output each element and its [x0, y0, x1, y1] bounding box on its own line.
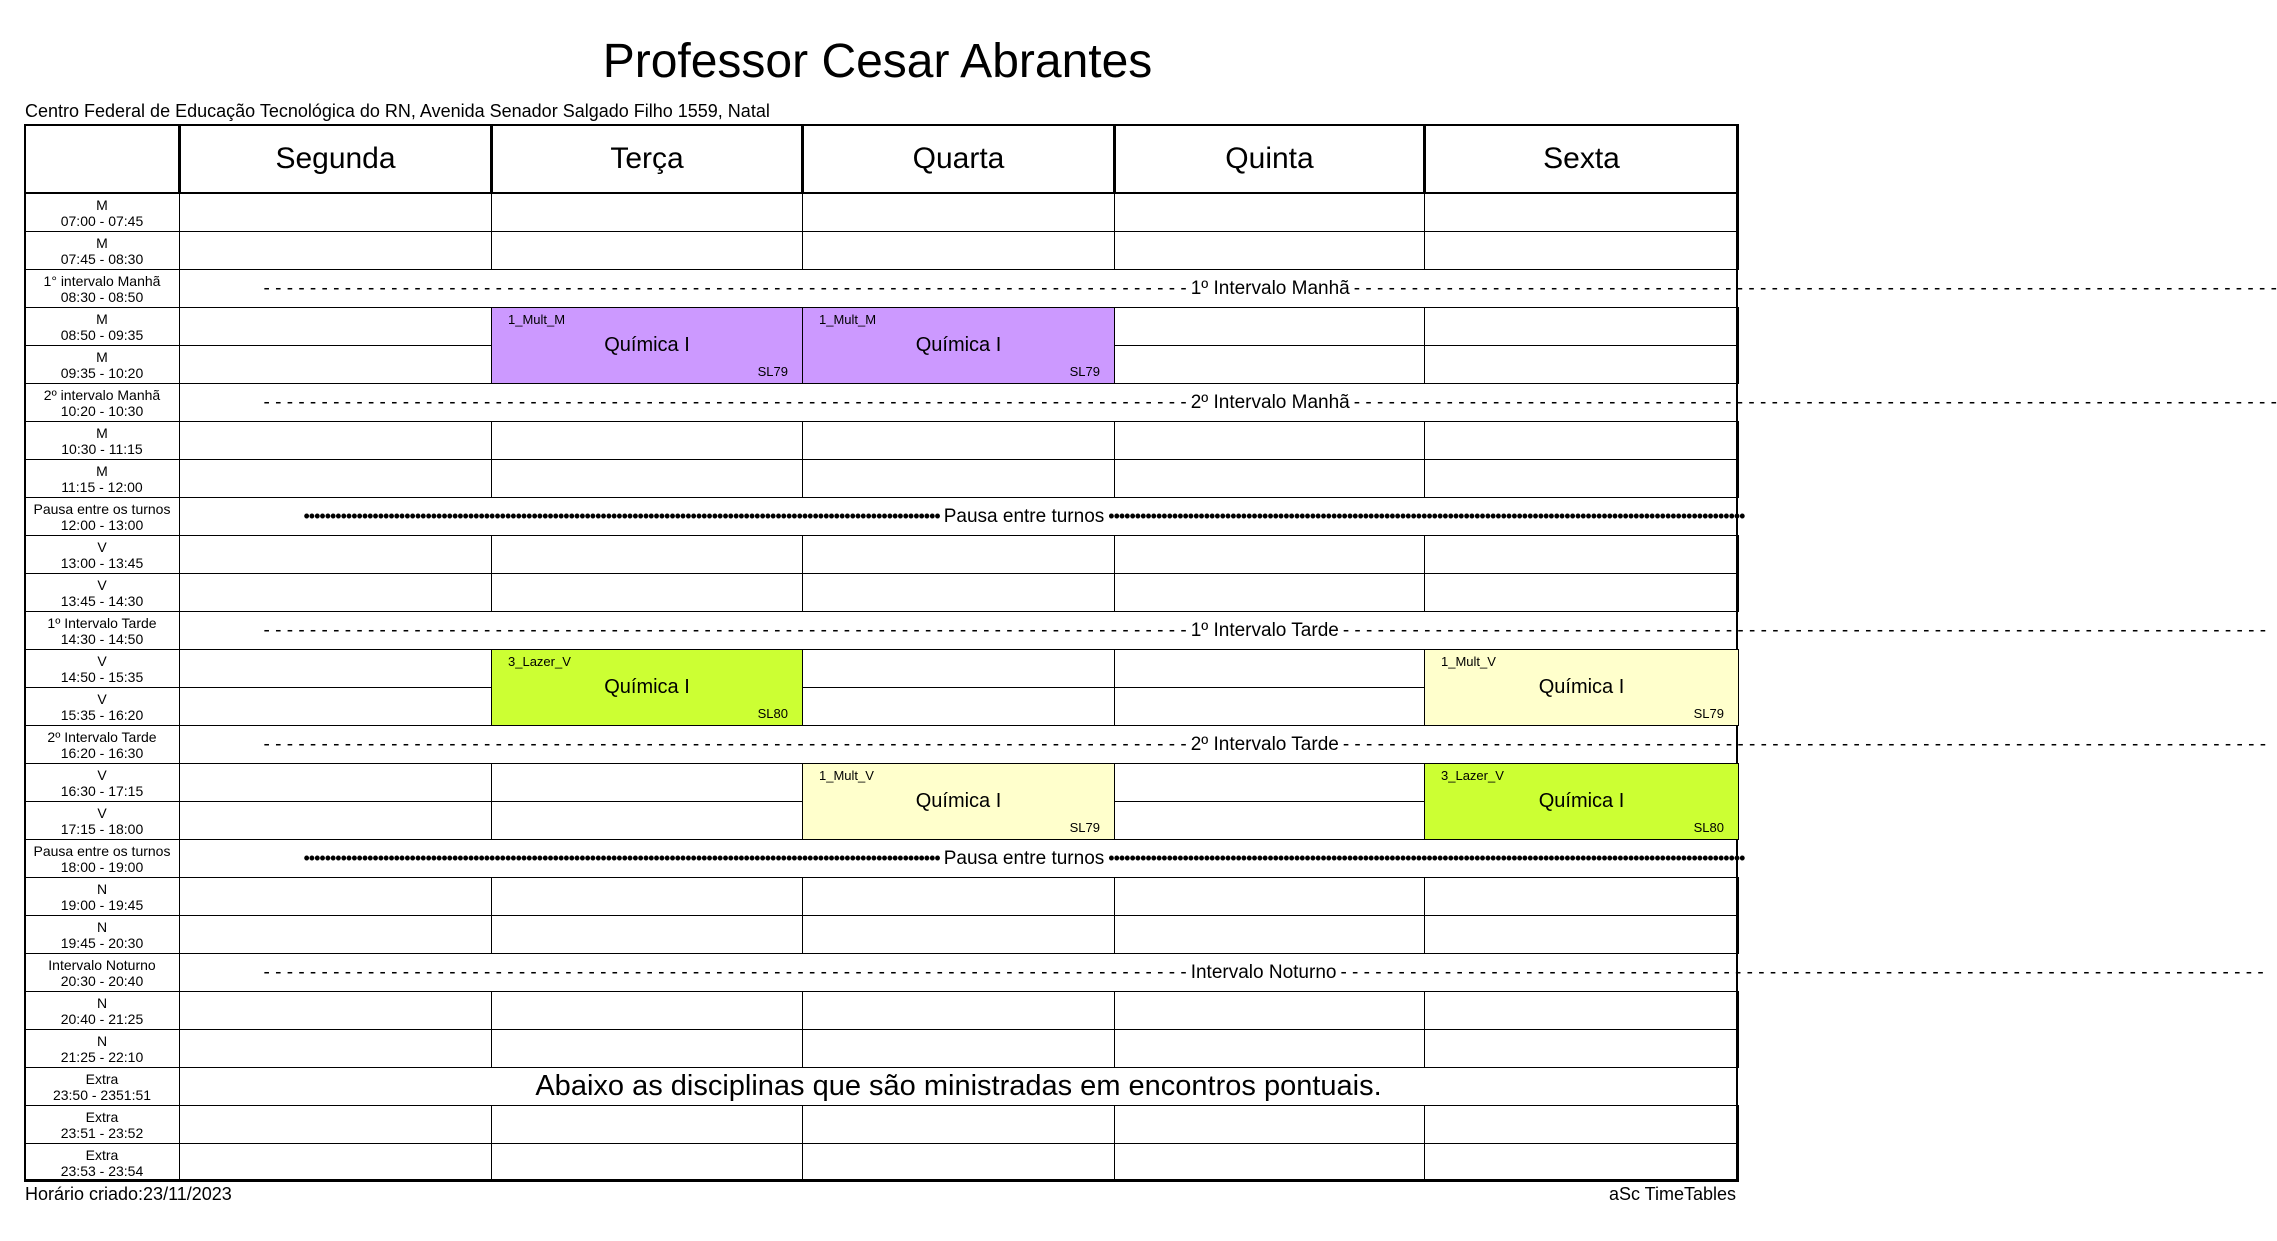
period-header: [24, 1029, 180, 1068]
period-time: 07:00 - 07:45: [60, 212, 144, 229]
lesson-class: 1_Mult_M: [819, 312, 877, 327]
lesson-room: SL80: [757, 706, 788, 721]
period-label: Pausa entre os turnos: [33, 842, 171, 859]
empty-slot: [1424, 1029, 1739, 1068]
period-label: V: [97, 804, 107, 821]
band-filler: - - - - - - - - - - - - - - - - - - - - - - - - - - - - - - - - - - - - - - - - - - - - - - - - - - - - - - - - - - - - - - - - - - - - - - - - - - - - - - - -: [263, 619, 1187, 641]
period-time: 08:50 - 09:35: [60, 326, 144, 343]
band-label: Pausa entre turnos: [943, 505, 1105, 527]
period-time: 09:35 - 10:20: [60, 364, 144, 381]
band-label: 2º Intervalo Tarde: [1190, 733, 1339, 755]
period-time: 10:30 - 11:15: [61, 440, 143, 457]
empty-slot: [802, 1105, 1115, 1144]
empty-slot: [491, 991, 803, 1030]
period-header: [24, 307, 180, 346]
empty-slot: [1114, 307, 1425, 346]
lesson-card[interactable]: [491, 307, 803, 384]
period-header: [24, 1067, 180, 1106]
empty-slot: [1424, 535, 1739, 574]
period-header: [24, 1105, 180, 1144]
empty-slot: [802, 535, 1115, 574]
created-date: Horário criado:23/11/2023: [25, 1184, 232, 1204]
lesson-subject: Química I: [604, 334, 690, 356]
empty-slot: [802, 877, 1115, 916]
period-label: 2º intervalo Manhã: [43, 386, 161, 403]
empty-slot: [802, 193, 1115, 232]
period-label: V: [97, 690, 107, 707]
period-time: 07:45 - 08:30: [60, 250, 144, 267]
period-label: 2º Intervalo Tarde: [47, 728, 157, 745]
lesson-room: SL79: [1069, 364, 1100, 379]
period-time: 23:51 - 23:52: [60, 1124, 144, 1141]
empty-slot: [1114, 1105, 1425, 1144]
lesson-card[interactable]: [1424, 763, 1739, 840]
period-label: M: [96, 234, 108, 251]
empty-slot: [491, 1143, 803, 1182]
empty-slot: [179, 687, 492, 726]
period-label: N: [96, 880, 108, 897]
day-header-3: Quinta: [1114, 124, 1425, 194]
empty-slot: [491, 459, 803, 498]
period-label: V: [97, 576, 107, 593]
lesson-subject: Química I: [604, 676, 690, 698]
period-header: [24, 1143, 180, 1182]
school-address: Centro Federal de Educação Tecnológica do RN, Avenida Senador Salgado Filho 1559, Natal: [25, 101, 770, 121]
period-header: [24, 459, 180, 498]
period-header: [24, 421, 180, 460]
empty-slot: [1424, 1105, 1739, 1144]
empty-slot: [1114, 801, 1425, 840]
empty-slot: [1114, 535, 1425, 574]
band-filler: ••••••••••••••••••••••••••••••••••••••••••••••••••••••••••••••••••••••••••••••••••••••••••••••••••••••••••••••••••••••••: [303, 848, 940, 868]
empty-slot: [1114, 1029, 1425, 1068]
period-time: 14:50 - 15:35: [60, 668, 144, 685]
empty-slot: [802, 1029, 1115, 1068]
empty-slot: [802, 687, 1115, 726]
empty-slot: [1424, 573, 1739, 612]
empty-slot: [179, 801, 492, 840]
empty-slot: [179, 421, 492, 460]
empty-slot: [1424, 877, 1739, 916]
empty-slot: [1114, 231, 1425, 270]
band-filler: ••••••••••••••••••••••••••••••••••••••••••••••••••••••••••••••••••••••••••••••••••••••••••••••••••••••••••••••••••••••••: [303, 506, 940, 526]
band-label: Intervalo Noturno: [1190, 961, 1337, 983]
period-time: 08:30 - 08:50: [60, 288, 144, 305]
period-header: [24, 269, 180, 308]
empty-slot: [491, 877, 803, 916]
lesson-room: SL80: [1693, 820, 1724, 835]
interval-band: [179, 725, 2267, 764]
page-title: Professor Cesar Abrantes: [602, 35, 1153, 88]
empty-slot: [491, 1105, 803, 1144]
empty-slot: [1114, 877, 1425, 916]
period-header: [24, 725, 180, 764]
shift-break-band: [179, 497, 1745, 536]
period-time: 21:25 - 22:10: [60, 1048, 144, 1065]
band-filler: ••••••••••••••••••••••••••••••••••••••••••••••••••••••••••••••••••••••••••••••••••••••••••••••••••••••••••••••••••••••••: [1108, 848, 1745, 868]
empty-slot: [802, 649, 1115, 688]
empty-slot: [1424, 459, 1739, 498]
empty-slot: [491, 763, 803, 802]
period-header: [24, 991, 180, 1030]
empty-slot: [1424, 421, 1739, 460]
empty-slot: [491, 801, 803, 840]
empty-slot: [802, 231, 1115, 270]
empty-slot: [1114, 573, 1425, 612]
period-time: 20:40 - 21:25: [60, 1010, 144, 1027]
band-filler: - - - - - - - - - - - - - - - - - - - - - - - - - - - - - - - - - - - - - - - - - - - - - - - - - - - - - - - - - - - - - - - - - - - - - - - - - - - - - - - -: [1353, 391, 2277, 413]
day-header-2: Quarta: [802, 124, 1115, 194]
empty-slot: [1114, 763, 1425, 802]
empty-slot: [491, 915, 803, 954]
band-label: 1º Intervalo Tarde: [1190, 619, 1339, 641]
period-header: [24, 877, 180, 916]
empty-slot: [802, 915, 1115, 954]
period-time: 20:30 - 20:40: [60, 972, 144, 989]
shift-break-band: [179, 839, 1745, 878]
period-header: [24, 573, 180, 612]
empty-slot: [179, 231, 492, 270]
period-time: 12:00 - 13:00: [60, 516, 144, 533]
band-label: 1º Intervalo Manhã: [1190, 277, 1350, 299]
empty-slot: [179, 1029, 492, 1068]
period-time: 17:15 - 18:00: [60, 820, 144, 837]
lesson-subject: Química I: [915, 790, 1002, 812]
period-label: M: [96, 348, 108, 365]
empty-slot: [491, 421, 803, 460]
lesson-subject: Química I: [915, 334, 1002, 356]
period-header: [24, 839, 180, 878]
empty-slot: [1114, 915, 1425, 954]
band-filler: - - - - - - - - - - - - - - - - - - - - - - - - - - - - - - - - - - - - - - - - - - - - - - - - - - - - - - - - - - - - - - - - - - - - - - - - - - - - - - - -: [1342, 733, 2267, 755]
period-label: M: [96, 424, 108, 441]
lesson-class: 3_Lazer_V: [508, 654, 571, 669]
empty-slot: [179, 535, 492, 574]
period-label: 1° intervalo Manhã: [43, 272, 161, 289]
lesson-class: 3_Lazer_V: [1441, 768, 1504, 783]
period-header: [24, 953, 180, 992]
empty-slot: [802, 1143, 1115, 1182]
lesson-card[interactable]: [491, 649, 803, 726]
empty-slot: [802, 421, 1115, 460]
empty-slot: [179, 915, 492, 954]
empty-slot: [1424, 345, 1739, 384]
interval-band: [179, 269, 2277, 308]
lesson-room: SL79: [1693, 706, 1724, 721]
period-time: 23:50 - 2351:51: [52, 1086, 152, 1103]
period-time: 19:45 - 20:30: [60, 934, 144, 951]
band-filler: - - - - - - - - - - - - - - - - - - - - - - - - - - - - - - - - - - - - - - - - - - - - - - - - - - - - - - - - - - - - - - - - - - - - - - - - - - - - - - - -: [1342, 619, 2267, 641]
empty-slot: [1114, 687, 1425, 726]
period-label: N: [96, 918, 108, 935]
period-header: [24, 801, 180, 840]
empty-slot: [1424, 193, 1739, 232]
empty-slot: [802, 573, 1115, 612]
empty-slot: [179, 649, 492, 688]
period-header: [24, 611, 180, 650]
period-label: Extra: [85, 1108, 119, 1125]
period-time: 18:00 - 19:00: [60, 858, 144, 875]
period-time: 13:45 - 14:30: [60, 592, 144, 609]
period-label: V: [97, 652, 107, 669]
empty-slot: [179, 573, 492, 612]
period-header: [24, 231, 180, 270]
period-header: [24, 687, 180, 726]
period-label: Extra: [85, 1146, 119, 1163]
empty-slot: [491, 1029, 803, 1068]
lesson-class: 1_Mult_V: [1441, 654, 1496, 669]
band-filler: - - - - - - - - - - - - - - - - - - - - - - - - - - - - - - - - - - - - - - - - - - - - - - - - - - - - - - - - - - - - - - - - - - - - - - - - - - - - - - - -: [1353, 277, 2277, 299]
empty-slot: [179, 345, 492, 384]
empty-slot: [491, 231, 803, 270]
band-filler: - - - - - - - - - - - - - - - - - - - - - - - - - - - - - - - - - - - - - - - - - - - - - - - - - - - - - - - - - - - - - - - - - - - - - - - - - - - - - - - -: [263, 391, 1187, 413]
empty-slot: [179, 763, 492, 802]
band-label: Pausa entre turnos: [943, 847, 1105, 869]
empty-slot: [179, 307, 492, 346]
band-filler: ••••••••••••••••••••••••••••••••••••••••••••••••••••••••••••••••••••••••••••••••••••••••••••••••••••••••••••••••••••••••: [1108, 506, 1745, 526]
lesson-card[interactable]: [1424, 649, 1739, 726]
empty-slot: [1424, 307, 1739, 346]
period-label: Extra: [85, 1070, 119, 1087]
empty-slot: [179, 991, 492, 1030]
empty-slot: [491, 193, 803, 232]
extra-note: Abaixo as disciplinas que são ministradas em encontros pontuais.: [179, 1067, 1738, 1106]
period-time: 15:35 - 16:20: [60, 706, 144, 723]
period-header: [24, 915, 180, 954]
empty-slot: [1424, 991, 1739, 1030]
lesson-subject: Química I: [1538, 790, 1625, 812]
day-header-1: Terça: [491, 124, 803, 194]
period-label: V: [97, 538, 107, 555]
period-time: 16:30 - 17:15: [60, 782, 144, 799]
empty-slot: [179, 1143, 492, 1182]
period-time: 16:20 - 16:30: [60, 744, 144, 761]
empty-slot: [1114, 1143, 1425, 1182]
lesson-class: 1_Mult_V: [819, 768, 874, 783]
empty-slot: [179, 1105, 492, 1144]
period-label: V: [97, 766, 107, 783]
period-header: [24, 193, 180, 232]
period-time: 23:53 - 23:54: [60, 1162, 144, 1179]
period-header: [24, 497, 180, 536]
empty-slot: [179, 877, 492, 916]
period-time: 14:30 - 14:50: [60, 630, 144, 647]
period-header: [24, 649, 180, 688]
empty-slot: [1424, 915, 1739, 954]
empty-slot: [802, 459, 1115, 498]
lesson-card[interactable]: [802, 763, 1115, 840]
period-time: 10:20 - 10:30: [60, 402, 144, 419]
period-header: [24, 345, 180, 384]
band-label: 2º Intervalo Manhã: [1190, 391, 1350, 413]
period-time: 11:15 - 12:00: [61, 478, 143, 495]
empty-slot: [491, 535, 803, 574]
period-label: Pausa entre os turnos: [33, 500, 171, 517]
empty-slot: [1114, 421, 1425, 460]
period-header: [24, 535, 180, 574]
period-label: M: [96, 462, 108, 479]
period-header: [24, 383, 180, 422]
band-filler: - - - - - - - - - - - - - - - - - - - - - - - - - - - - - - - - - - - - - - - - - - - - - - - - - - - - - - - - - - - - - - - - - - - - - - - - - - - - - - - -: [263, 733, 1187, 755]
empty-slot: [1114, 459, 1425, 498]
period-time: 19:00 - 19:45: [60, 896, 144, 913]
band-filler: - - - - - - - - - - - - - - - - - - - - - - - - - - - - - - - - - - - - - - - - - - - - - - - - - - - - - - - - - - - - - - - - - - - - - - - - - - - - - - - -: [1340, 961, 2264, 983]
lesson-subject: Química I: [1538, 676, 1625, 698]
empty-slot: [1114, 345, 1425, 384]
day-header-0: Segunda: [179, 124, 492, 194]
period-label: M: [96, 196, 108, 213]
empty-slot: [1424, 231, 1739, 270]
day-header-4: Sexta: [1424, 124, 1739, 194]
lesson-room: SL79: [757, 364, 788, 379]
period-header: [24, 763, 180, 802]
empty-slot: [179, 459, 492, 498]
empty-slot: [1114, 193, 1425, 232]
band-filler: - - - - - - - - - - - - - - - - - - - - - - - - - - - - - - - - - - - - - - - - - - - - - - - - - - - - - - - - - - - - - - - - - - - - - - - - - - - - - - - -: [263, 961, 1187, 983]
interval-band: [179, 953, 2264, 992]
interval-band: [179, 383, 2277, 422]
interval-band: [179, 611, 2267, 650]
empty-slot: [1114, 991, 1425, 1030]
period-label: Intervalo Noturno: [48, 956, 156, 973]
period-label: N: [96, 994, 108, 1011]
brand-label: aSc TimeTables: [1608, 1184, 1736, 1204]
empty-slot: [491, 573, 803, 612]
empty-slot: [802, 991, 1115, 1030]
lesson-card[interactable]: [802, 307, 1115, 384]
period-label: M: [96, 310, 108, 327]
empty-slot: [179, 193, 492, 232]
period-label: N: [96, 1032, 108, 1049]
lesson-class: 1_Mult_M: [508, 312, 566, 327]
period-label: 1º Intervalo Tarde: [47, 614, 157, 631]
band-filler: - - - - - - - - - - - - - - - - - - - - - - - - - - - - - - - - - - - - - - - - - - - - - - - - - - - - - - - - - - - - - - - - - - - - - - - - - - - - - - - -: [263, 277, 1187, 299]
period-time: 13:00 - 13:45: [60, 554, 144, 571]
lesson-room: SL79: [1069, 820, 1100, 835]
empty-slot: [1424, 1143, 1739, 1182]
empty-slot: [1114, 649, 1425, 688]
corner-cell: [24, 124, 180, 194]
